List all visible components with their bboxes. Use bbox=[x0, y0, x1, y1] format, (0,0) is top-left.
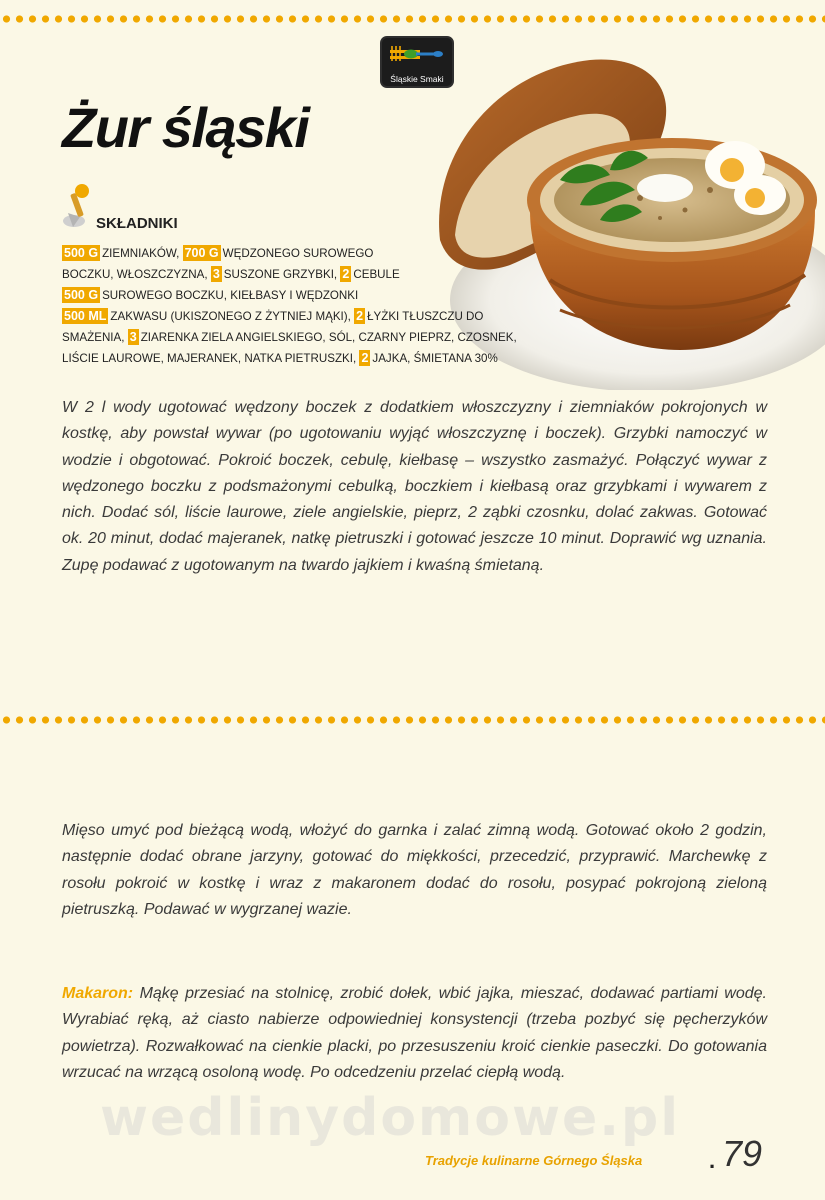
footer-dot: . bbox=[709, 1148, 716, 1173]
quantity-badge: 3 bbox=[129, 330, 137, 344]
ingredient-text: ZIARENKA ZIELA ANGIELSKIEGO, SÓL, CZARNY PIEPRZ, CZOSNEK, bbox=[140, 331, 517, 344]
quantity-badge: 500 G bbox=[64, 246, 99, 260]
logo-text: Śląskie Smaki bbox=[390, 74, 444, 84]
top-dotted-border bbox=[0, 14, 825, 24]
ingredient-text: LIŚCIE LAUROWE, MAJERANEK, NATKA PIETRUSZKI, bbox=[62, 352, 357, 365]
ingredients-list bbox=[62, 243, 517, 369]
recipe-title: Żur śląski bbox=[62, 96, 309, 159]
ingredient-line bbox=[62, 327, 517, 348]
ingredient-line bbox=[62, 348, 502, 369]
quantity-badge: 2 bbox=[356, 309, 364, 323]
ingredient-line bbox=[62, 243, 502, 264]
slaskie-smaki-logo bbox=[380, 36, 454, 88]
ingredient-text: CEBULE bbox=[353, 268, 400, 281]
pushpin-icon bbox=[60, 183, 96, 229]
ingredients-heading: SKŁADNIKI bbox=[96, 215, 178, 232]
ingredient-text: BOCZKU, WŁOSZCZYZNA, bbox=[62, 268, 208, 281]
quantity-badge: 2 bbox=[361, 351, 369, 365]
footer-book-title: Tradycje kulinarne Górnego Śląska bbox=[425, 1153, 643, 1168]
quantity-badge: 3 bbox=[212, 267, 220, 281]
ingredient-text: ZAKWASU (UKISZONEGO Z ŻYTNIEJ MĄKI), bbox=[110, 310, 351, 323]
makaron-paragraph bbox=[62, 981, 767, 1086]
ingredient-text: JAJKA, ŚMIETANA 30% bbox=[372, 352, 498, 365]
quantity-badge: 500 G bbox=[64, 288, 99, 302]
section-dotted-separator bbox=[0, 715, 825, 725]
makaron-text: Mąkę przesiać na stolnicę, zrobić dołek, wbić jajka, mieszać, dodawać partiami wodę. Wyrabiać ręką, aż ciasto nabierze odpowiedniej konsystencji (trzeba pozbyć się pęcherzyków powietrza). Rozwałkować na cienkie placki, po przesuszeniu kroić cienkie paseczki. Do gotowania wrzucać na wrzącą osoloną wodę. Po odcedzeniu przelać ciepłą wodą. bbox=[62, 985, 767, 1081]
watermark: wedlinydomowe.pl bbox=[100, 1088, 681, 1148]
ingredient-line bbox=[62, 285, 502, 306]
fork-spoon-knife-icon bbox=[388, 41, 446, 67]
ingredient-text: WĘDZONEGO SUROWEGO bbox=[222, 247, 374, 260]
ingredient-line bbox=[62, 306, 502, 327]
ingredient-text: SUSZONE GRZYBKI, bbox=[223, 268, 338, 281]
quantity-badge: 2 bbox=[342, 267, 350, 281]
makaron-label: Makaron: bbox=[62, 985, 134, 1002]
ingredient-text: ŁYŻKI TŁUSZCZU DO bbox=[367, 310, 484, 323]
second-recipe-paragraph: Mięso umyć pod bieżącą wodą, włożyć do garnka i zalać zimną wodą. Gotować około 2 godzin, następnie dodać obrane jarzyny, gotować do miękkości, przecedzić, przyprawić. Marchewkę z rosołu pokroić w kostkę i wraz z makaronem dodać do rosołu, posypać pokrojoną zieloną pietruszką. Podawać w wygrzanej wazie. bbox=[62, 822, 767, 918]
ingredient-line bbox=[62, 264, 502, 285]
instructions-paragraph: W 2 l wody ugotować wędzony boczek z dodatkiem włoszczyzny i ziemniaków pokrojonych w kostkę, aby powstał wywar (po ugotowaniu wyjąć włoszczyznę i boczek). Grzybki namoczyć w wodzie i obgotować. Pokroić boczek, cebulę, kiełbasę – wszystko zasmażyć. Połączyć wywar z wędzonego boczku z podsmażonymi cebulką, boczkiem i kiełbasą oraz grzybkami i wywarem z nich. Dodać sól, liście laurowe, ziele angielskie, pieprz, 2 ząbki czosnku, dolać zakwas. Gotować ok. 20 minut, dodać majeranek, natkę pietruszki i gotować jeszcze 10 minut. Doprawić wg uznania. Zupę podawać z ugotowanym na twardo jajkiem i kwaśną śmietaną. bbox=[62, 399, 767, 574]
page-number: 79 bbox=[722, 1133, 763, 1174]
quantity-badge: 700 G bbox=[184, 246, 219, 260]
ingredient-text: ZIEMNIAKÓW, bbox=[102, 247, 180, 260]
ingredient-text: SMAŻENIA, bbox=[62, 331, 125, 344]
quantity-badge: 500 ML bbox=[64, 309, 107, 323]
ingredient-text: SUROWEGO BOCZKU, KIEŁBASY I WĘDZONKI bbox=[102, 289, 359, 302]
